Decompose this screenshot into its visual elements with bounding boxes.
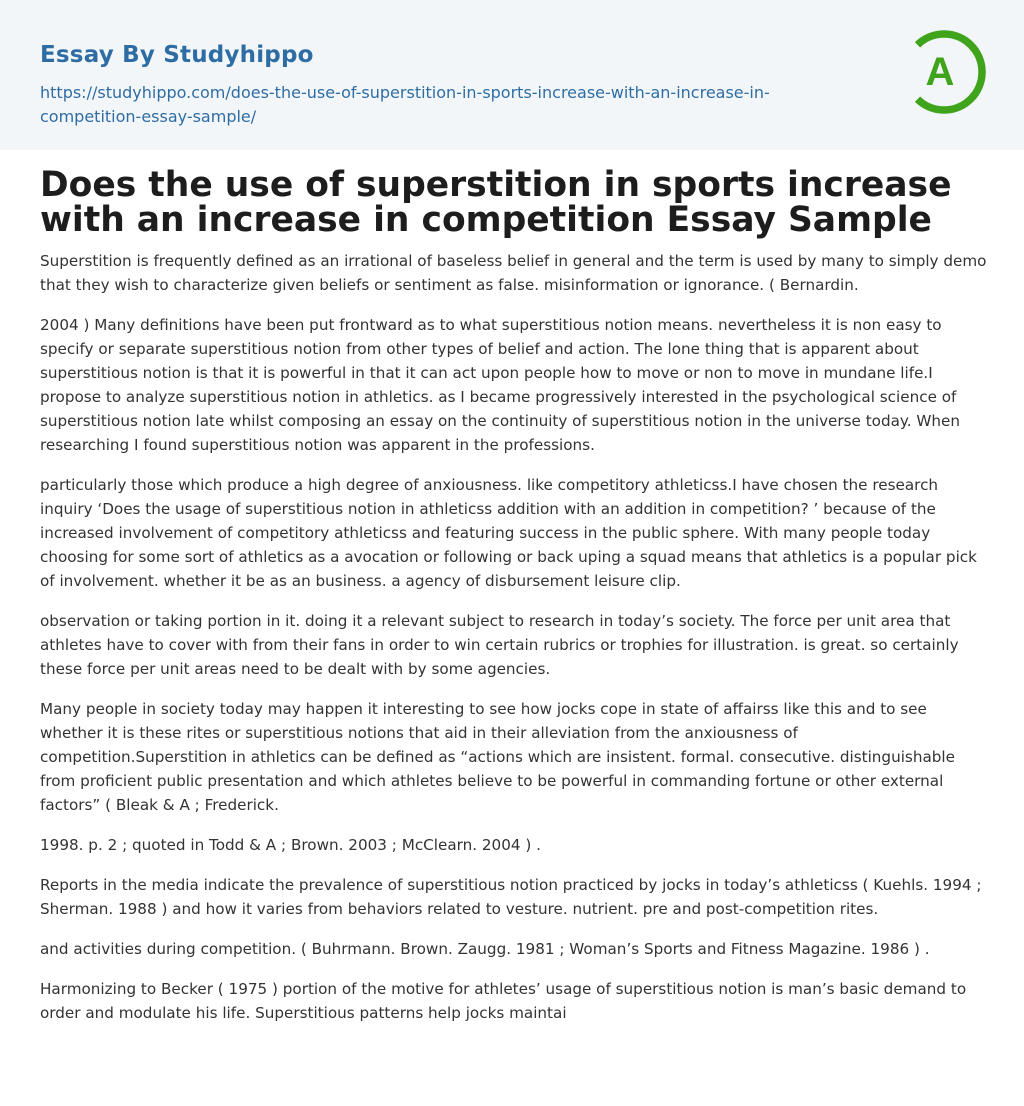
page-title: Does the use of superstition in sports increase with an increase in competition Essay Sample: [40, 165, 952, 240]
logo-letter: A: [925, 50, 955, 94]
essay-url-link[interactable]: https://studyhippo.com/does-the-use-of-superstition-in-sports-increase-with-an-increase-in-competition-essay-sample/: [40, 83, 770, 126]
essay-paragraph: 2004 ) Many definitions have been put frontward as to what superstitious notion means. nevertheless it is non easy to specify or separate superstitious notion from other types of belief and action. The lone thing that is apparent about superstitious notion is that it is powerful in that it can act upon people how to move or non to move in mundane life.I propose to analyze superstitious notion in athletics. as I became progressively interested in the psychological science of superstitious notion late whilst composing an essay on the continuity of superstitious notion in the universe today. When researching I found superstitious notion was apparent in the professions.: [40, 316, 961, 454]
essay-paragraph: Harmonizing to Becker ( 1975 ) portion of the motive for athletes’ usage of superstitious notion is man’s basic demand to order and modulate his life. Superstitious patterns help jocks maintai: [40, 980, 967, 1022]
site-brand[interactable]: Essay By Studyhippo: [40, 42, 314, 68]
essay-paragraph: Superstition is frequently defined as an irrational of baseless belief in general and the term is used by many to simply demo that they wish to characterize given beliefs or sentiment as false. misinformation or ignorance. ( Bernardin.: [40, 252, 987, 294]
site-header: [0, 0, 1024, 150]
essay-paragraph: observation or taking portion in it. doing it a relevant subject to research in today’s society. The force per unit area that athletes have to cover with from their fans in order to win certain rubrics or trophies for illustration. is great. so certainly these force per unit areas need to be dealt with by some agencies.: [40, 612, 959, 678]
studyhippo-logo[interactable]: [906, 28, 988, 116]
essay-paragraph: Reports in the media indicate the prevalence of superstitious notion practiced by jocks in today’s athleticss ( Kuehls. 1994 ; Sherman. 1988 ) and how it varies from behaviors related to vesture. nutrient. pre and post-competition rites.: [40, 876, 982, 918]
essay-paragraph: particularly those which produce a high degree of anxiousness. like competitory athleticss.I have chosen the research inquiry ‘Does the usage of superstitious notion in athleticss addition with an addition in competition? ’ because of the increased involvement of competitory athleticss and featuring success in the public sphere. With many people today choosing for some sort of athletics as a avocation or following or back uping a squad means that athletics is a popular pick of involvement. whether it be as an business. a agency of disbursement leisure clip.: [40, 476, 977, 590]
essay-paragraph: and activities during competition. ( Buhrmann. Brown. Zaugg. 1981 ; Woman’s Sports and Fitness Magazine. 1986 ) .: [40, 940, 930, 958]
logo-ring-icon: [906, 28, 988, 116]
essay-paragraph: 1998. p. 2 ; quoted in Todd & A ; Brown. 2003 ; McClearn. 2004 ) .: [40, 836, 541, 854]
essay-body: [40, 249, 988, 1041]
essay-paragraph: Many people in society today may happen it interesting to see how jocks cope in state of affairss like this and to see whether it is these rites or superstitious notions that aid in their alleviation from the anxiousness of competition.Superstition in athletics can be defined as “actions which are insistent. formal. consecutive. distinguishable from proficient public presentation and which athletes believe to be powerful in commanding fortune or other external factors” ( Bleak & A ; Frederick.: [40, 700, 955, 814]
